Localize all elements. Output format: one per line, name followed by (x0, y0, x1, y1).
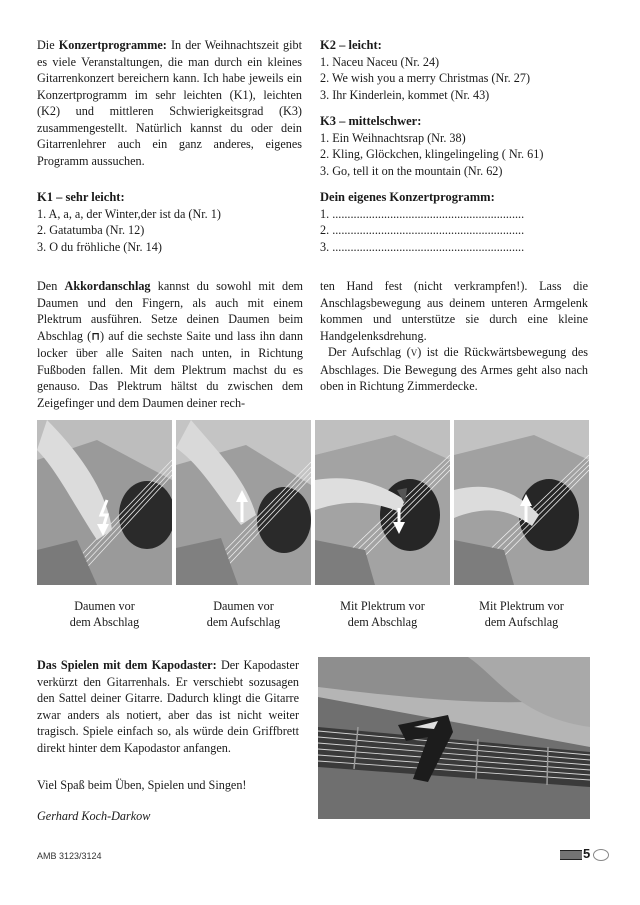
akkord-paragraph-right: ten Hand fest (nicht verkrampfen!). Lass die Anschlagsbewegung aus deinem unteren Armgelenk kommen und unterstütze sie durch eine kleine Handgelenksdrehung. Der Aufschlag (V) ist die Rückwärtsbewegung des Abschlages. Die Bewegung des Armes geht also nach oben in Richtung Zimmerdecke. (320, 279, 588, 393)
k1-section (37, 189, 307, 255)
k2-title: K2 – leicht: (320, 38, 382, 52)
author-signature: Gerhard Koch-Darkow (37, 809, 151, 823)
photo-thumb-pick-downstroke (315, 420, 450, 585)
photo-caption: Mit Plektrum vor dem Aufschlag (479, 599, 564, 629)
page-marker (560, 846, 610, 862)
list-item: 3. Ihr Kinderlein, kommet (Nr. 43) (320, 87, 490, 102)
up-stroke-symbol: V (410, 348, 418, 358)
photo-caption: Mit Plektrum vor dem Abschlag (340, 599, 425, 629)
photo-thumb-downstroke (37, 420, 172, 585)
akkord-term: Akkordanschlag (64, 279, 151, 293)
k1-title: K1 – sehr leicht: (37, 190, 125, 204)
k3-section (320, 113, 605, 179)
own-program-section (320, 189, 605, 255)
own-title: Dein eigenes Konzertprogramm: (320, 190, 495, 204)
photo-thumb-pick-upstroke (454, 420, 589, 585)
photo-caption: Daumen vor dem Abschlag (69, 599, 140, 629)
list-item: 2. Gatatumba (Nr. 12) (37, 223, 145, 237)
photo-thumb-upstroke (176, 420, 311, 585)
page-number: 5 (583, 846, 591, 861)
down-stroke-symbol: ⊓ (91, 330, 100, 343)
list-item: 1. Ein Weihnachtsrap (Nr. 38) (320, 130, 466, 145)
publisher-logo-icon (593, 849, 609, 861)
capo-photo (318, 657, 590, 819)
kapo-paragraph: Das Spielen mit dem Kapodaster: Der Kapodaster verkürzt den Gitarrenhals. Er verschiebt sozusagen den Sattel deiner Gitarre. Dadurch klingt die Gitarre zwar anders als notiert, aber das ist nicht weiter tragisch. Spiele einfach so, als würde dein Griffbrett direkt hinter dem Kapodastor anfangen. (37, 658, 299, 755)
fill-in-line: 3. ............................................................... (320, 239, 525, 254)
fill-in-line: 1. ............................................................... (320, 206, 525, 221)
list-item: 3. Go, tell it on the mountain (Nr. 62) (320, 163, 503, 178)
closing-line: Viel Spaß beim Üben, Spielen und Singen! (37, 778, 247, 792)
photo-caption: Daumen vor dem Aufschlag (206, 599, 281, 629)
k2-section (320, 37, 605, 103)
intro-paragraph: Die Konzertprogramme: In der Weihnachtszeit gibt es viele Veranstaltungen, die man durch ein kleines Gitarrenkonzert bereichern kann. Ich habe jeweils ein Konzertprogramm im sehr leichten (K1), leichten (K2) und mittleren Schwierigkeitsgrad (K3) zusammengestellt. Natürlich kannst du oder dein Gitarrenlehrer auch ein ganz anderes, eigenes Programm aussuchen. (37, 38, 302, 168)
kapo-term: Das Spielen mit dem Kapodaster: (37, 658, 217, 672)
list-item: 2. Kling, Glöckchen, klingelingeling ( Nr. 61) (320, 147, 544, 161)
list-item: 2. We wish you a merry Christmas (Nr. 27) (320, 71, 531, 85)
list-item: 1. A, a, a, der Winter,der ist da (Nr. 1) (37, 206, 221, 221)
akkord-paragraph-left: Den Akkordanschlag kannst du sowohl mit dem Daumen und den Fingern, als auch mit einem Plektrum ausführen. Setze deinen Daumen beim Abschlag (⊓) auf die sechste Saite und lass ihn dann locker über alle Saiten nach unten, in Richtung Fußboden fallen. Mit dem Plektrum machst du es genauso. Das Plektrum hältst du zwischen dem Zeigefinger und dem Daumen deiner rech- (37, 279, 303, 410)
fill-in-line: 2. ............................................................... (320, 223, 525, 237)
k3-title: K3 – mittelschwer: (320, 114, 422, 128)
footer-code: AMB 3123/3124 (37, 851, 102, 861)
list-item: 3. O du fröhliche (Nr. 14) (37, 239, 162, 254)
list-item: 1. Naceu Naceu (Nr. 24) (320, 54, 440, 69)
intro-term: Konzertprogramme: (58, 38, 167, 52)
